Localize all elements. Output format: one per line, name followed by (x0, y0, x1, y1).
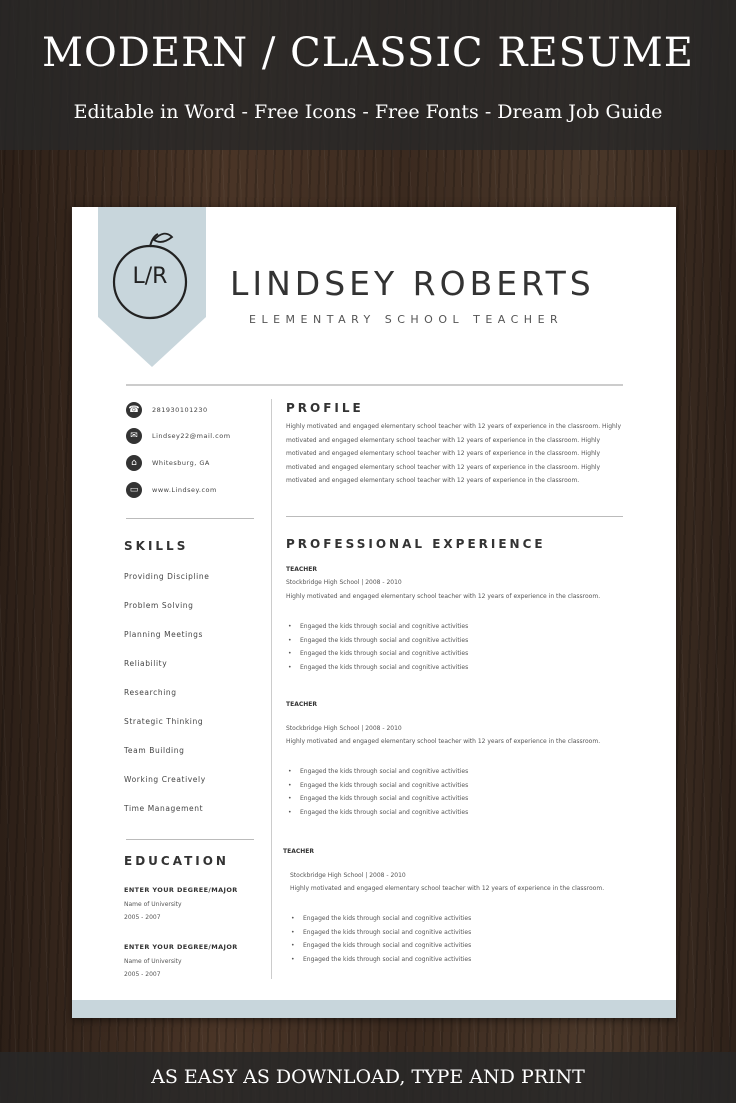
job-bullet: • Engaged the kids through social and cognitive activities (291, 912, 471, 926)
website-icon: ▭ (126, 482, 142, 498)
monogram: L/R (132, 264, 168, 289)
skill-item: Researching (124, 688, 177, 697)
job-bullet: • Engaged the kids through social and cognitive activities (288, 661, 468, 675)
job-bullet: • Engaged the kids through social and cognitive activities (288, 779, 468, 793)
address-text: Whitesburg, GA (152, 459, 210, 467)
skill-item: Problem Solving (124, 601, 194, 610)
job-title: TEACHER (286, 566, 317, 573)
job-bullet: • Engaged the kids through social and cognitive activities (291, 939, 471, 953)
job-description: Highly motivated and engaged elementary school teacher with 12 years of experience in the classroom. (290, 885, 605, 892)
skill-item: Providing Discipline (124, 572, 210, 581)
job-bullets (288, 620, 468, 674)
resume-name: LINDSEY ROBERTS (230, 264, 595, 303)
job-description: Highly motivated and engaged elementary school teacher with 12 years of experience in the classroom. (286, 593, 601, 600)
education-heading: EDUCATION (124, 854, 229, 868)
banner-subtitle: Editable in Word - Free Icons - Free Fonts - Dream Job Guide (73, 101, 663, 123)
top-banner (0, 0, 736, 150)
job-bullets (291, 912, 471, 966)
education-school: Name of University (124, 901, 182, 908)
education-years: 2005 - 2007 (124, 914, 161, 921)
contact-email (126, 427, 231, 445)
job-description: Highly motivated and engaged elementary school teacher with 12 years of experience in the classroom. (286, 738, 601, 745)
job-bullet: • Engaged the kids through social and cognitive activities (291, 926, 471, 940)
skills-heading: SKILLS (124, 539, 189, 553)
skill-item: Reliability (124, 659, 168, 668)
job-bullet: • Engaged the kids through social and cognitive activities (288, 792, 468, 806)
profile-text: Highly motivated and engaged elementary school teacher with 12 years of experience in the classroom. Highly motivated and engaged elementary school teacher with 12 years of experience in the classroom. Highly motivated and engaged elementary school teacher with 12 years of experience in the classroom. Highly motivated and engaged elementary school teacher with 12 years of experience in the classroom. Highly motivated and engaged elementary school teacher with 12 years of experience in the classroom. (286, 423, 622, 485)
experience-heading: PROFESSIONAL EXPERIENCE (286, 537, 546, 551)
skill-item: Strategic Thinking (124, 717, 204, 726)
education-school: Name of University (124, 958, 182, 965)
job-bullet: • Engaged the kids through social and cognitive activities (288, 647, 468, 661)
contact-website (126, 481, 217, 499)
banner-title: MODERN / CLASSIC RESUME (42, 30, 694, 76)
job-meta: Stockbridge High School | 2008 - 2010 (286, 725, 402, 732)
resume-job-title: ELEMENTARY SCHOOL TEACHER (249, 313, 564, 326)
skills-divider (126, 839, 254, 840)
email-text: Lindsey22@mail.com (152, 432, 231, 440)
job-title: TEACHER (286, 701, 317, 708)
job-bullets (288, 765, 468, 819)
contact-divider (126, 518, 254, 519)
job-meta: Stockbridge High School | 2008 - 2010 (290, 872, 406, 879)
contact-address (126, 454, 210, 472)
resume-page (72, 207, 676, 1018)
job-meta: Stockbridge High School | 2008 - 2010 (286, 579, 402, 586)
job-bullet: • Engaged the kids through social and cognitive activities (288, 634, 468, 648)
phone-text: 281930101230 (152, 406, 208, 414)
job-bullet: • Engaged the kids through social and cognitive activities (288, 806, 468, 820)
skill-item: Working Creatively (124, 775, 206, 784)
profile-divider (286, 516, 623, 517)
skill-item: Time Management (124, 804, 204, 813)
contact-phone (126, 401, 208, 419)
job-bullet: • Engaged the kids through social and cognitive activities (288, 765, 468, 779)
phone-icon: ☎ (126, 402, 142, 418)
email-icon: ✉ (126, 428, 142, 444)
column-divider (271, 399, 272, 979)
page-footer-band (72, 1000, 676, 1018)
education-years: 2005 - 2007 (124, 971, 161, 978)
job-bullet: • Engaged the kids through social and cognitive activities (291, 953, 471, 967)
header-divider (126, 384, 623, 386)
education-degree: ENTER YOUR DEGREE/MAJOR (124, 943, 238, 951)
home-icon: ⌂ (126, 455, 142, 471)
website-text: www.Lindsey.com (152, 486, 217, 494)
job-bullet: • Engaged the kids through social and cognitive activities (288, 620, 468, 634)
profile-heading: PROFILE (286, 401, 364, 415)
skill-item: Planning Meetings (124, 630, 204, 639)
education-degree: ENTER YOUR DEGREE/MAJOR (124, 886, 238, 894)
bottom-banner: AS EASY AS DOWNLOAD, TYPE AND PRINT (0, 1052, 736, 1103)
skill-item: Team Building (124, 746, 185, 755)
job-title: TEACHER (283, 848, 314, 855)
